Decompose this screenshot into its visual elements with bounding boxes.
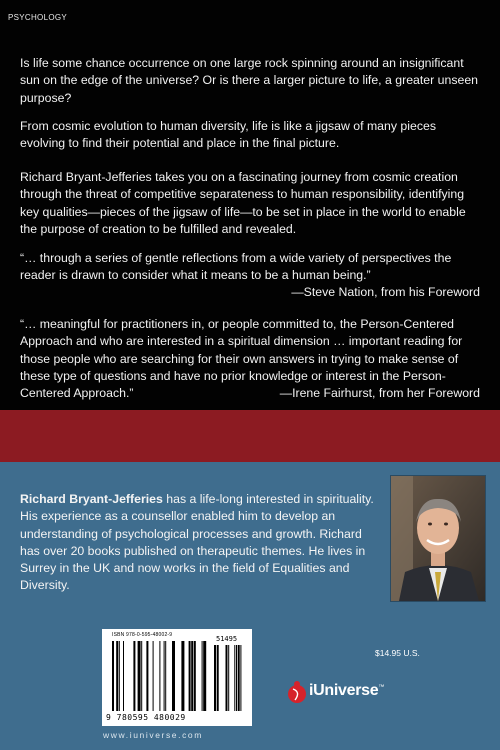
barcode-digits: 9 780595 480029 <box>106 713 186 722</box>
barcode-bar <box>116 641 118 711</box>
quote-1-attribution: —Steve Nation, from his Foreword <box>291 285 480 299</box>
category-label: PSYCHOLOGY <box>8 13 68 22</box>
description-paragraph-3: Richard Bryant-Jefferies takes you on a fascinating journey from cosmic creation through the threat of competitive separateness to human responsibility, identifying key qualities—pieces of the jigsaw of life—to be set in place in the world to enable the purpose of creation to be fulfilled and revealed. <box>20 170 466 236</box>
barcode-addon-digits: 51495 <box>216 635 238 643</box>
quote-2-attribution: —Irene Fairhurst, from her Foreword <box>279 386 480 400</box>
barcode-bar <box>189 641 191 711</box>
barcode-addon-bar <box>217 645 219 711</box>
publisher-logo <box>287 678 407 708</box>
quote-2-text: “… meaningful for practitioners in, or people committed to, the Person-Centered Approach and who are interested in a spiritual dimension … important reading for those people who are searching for their own answers in trying to make sense of these type of questions and have no prior knowledge or interest in the Person-Centered Approach.” <box>20 317 463 401</box>
description-paragraph-1: Is life some chance occurrence on one large rock spinning around an insignificant sun on the edge of the universe? Or is there a larger picture to life, a greater unseen purpose? <box>20 56 478 105</box>
barcode-bar <box>203 641 206 711</box>
barcode-bar <box>202 641 203 711</box>
barcode-bar <box>141 641 142 711</box>
barcode-addon-bar <box>226 645 228 711</box>
barcode-bar <box>172 641 175 711</box>
isbn-barcode <box>102 629 252 726</box>
barcode-bar <box>181 641 184 711</box>
price-label: $14.95 U.S. <box>375 648 420 658</box>
barcode-bar <box>153 641 154 711</box>
cover-bottom-section <box>0 462 500 750</box>
author-bio <box>20 491 378 595</box>
barcode-bar <box>146 641 148 711</box>
barcode-bar <box>191 641 193 711</box>
barcode-bar <box>123 641 124 711</box>
barcode-bar <box>165 641 166 711</box>
barcode-bar <box>194 641 196 711</box>
publisher-website: www.iuniverse.com <box>103 730 203 740</box>
barcode-addon-bar <box>238 645 240 711</box>
barcode-addon-bar <box>234 645 235 711</box>
author-portrait-image <box>391 476 485 601</box>
author-photo <box>390 475 486 602</box>
barcode-addon-bar <box>236 645 237 711</box>
red-divider-band <box>0 410 500 462</box>
barcode-bars <box>102 629 252 726</box>
barcode-addon-bar <box>240 645 241 711</box>
description-paragraph-2: From cosmic evolution to human diversity, life is like a jigsaw of many pieces evolving to find their potential and place in the final picture. <box>20 119 436 151</box>
barcode-bar <box>164 641 165 711</box>
barcode-addon-bar <box>228 645 229 711</box>
publisher-name: iUniverse™ <box>309 682 385 699</box>
author-name: Richard Bryant-Jefferies <box>20 492 163 506</box>
barcode-addon-bar <box>214 645 216 711</box>
barcode-bar <box>119 641 120 711</box>
isbn-label: ISBN 978-0-595-48002-9 <box>112 632 173 638</box>
iuniverse-logo-icon <box>287 680 307 704</box>
author-bio-text: has a life-long interested in spirituality. His experience as a counsellor enabled him to develop an understanding of psychological processes and growth. Richard has over 20 books published on therapeutic themes. He lives in Surrey in the UK and now works in the field of Equalities and Diversity. <box>20 492 374 593</box>
quote-1-text: “… through a series of gentle reflections from a wide variety of perspectives the reader is drawn to consider what it means to be a human being.” <box>20 251 452 283</box>
barcode-bar <box>138 641 141 711</box>
barcode-bar <box>159 641 160 711</box>
barcode-bar <box>112 641 114 711</box>
barcode-bar <box>133 641 135 711</box>
